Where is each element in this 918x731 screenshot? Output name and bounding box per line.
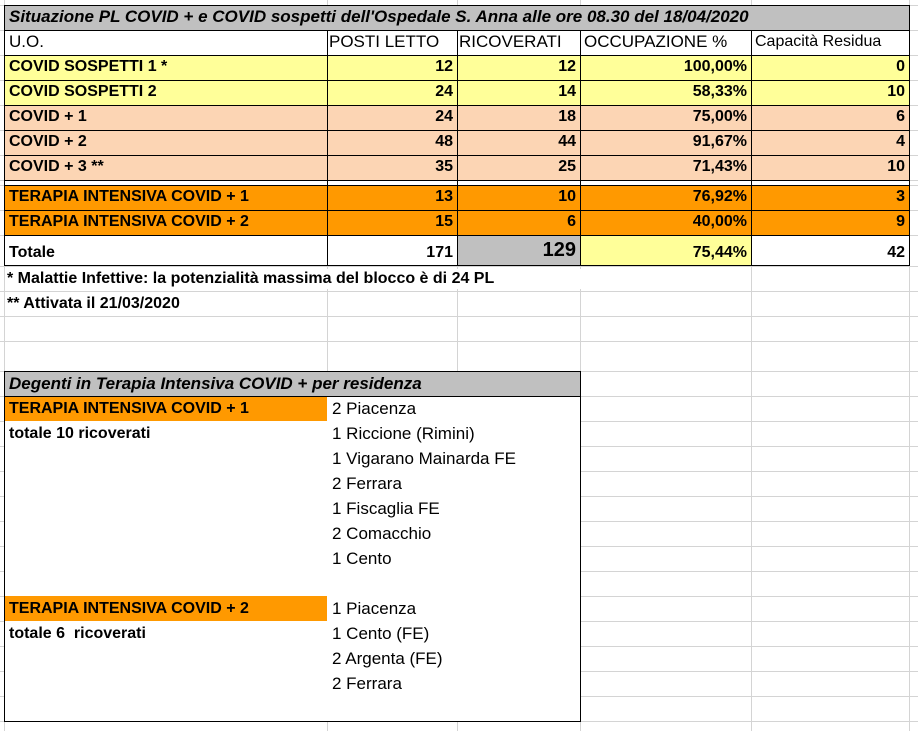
residence-entry: 1 Cento (FE) xyxy=(332,624,430,643)
row-ricoverati: 10 xyxy=(558,188,576,205)
row-capacita: 3 xyxy=(896,188,905,205)
row-uo: TERAPIA INTENSIVA COVID + 2 xyxy=(9,213,249,230)
residence-entry: 1 Fiscaglia FE xyxy=(332,499,440,518)
header-posti-letto: POSTI LETTO xyxy=(329,32,440,51)
residence-entry: 1 Piacenza xyxy=(332,599,417,618)
header-ricoverati: RICOVERATI xyxy=(459,32,562,51)
row-capacita: 9 xyxy=(896,213,905,230)
header-capacita-residua: Capacità Residua xyxy=(755,33,882,50)
residence-entry: 1 Cento xyxy=(332,549,392,568)
residence-entry: 2 Ferrara xyxy=(332,674,402,693)
residence-group-total: totale 10 ricoverati xyxy=(9,425,151,442)
row-capacita: 10 xyxy=(887,158,905,175)
footnote-attivata: ** Attivata il 21/03/2020 xyxy=(5,294,325,314)
row-posti: 12 xyxy=(435,58,453,75)
totals-capacita: 42 xyxy=(887,244,905,261)
row-capacita: 10 xyxy=(887,83,905,100)
row-occupazione: 76,92% xyxy=(692,188,747,205)
row-capacita: 6 xyxy=(896,108,905,125)
residence-group-total: totale 6 ricoverati xyxy=(9,625,146,642)
row-posti: 35 xyxy=(435,158,453,175)
row-ricoverati: 14 xyxy=(558,83,576,100)
row-posti: 24 xyxy=(435,83,453,100)
row-posti: 24 xyxy=(435,108,453,125)
row-uo: COVID SOSPETTI 2 xyxy=(9,83,157,100)
row-occupazione: 71,43% xyxy=(692,158,747,175)
residence-entry: 1 Vigarano Mainarda FE xyxy=(332,449,516,468)
row-capacita: 4 xyxy=(896,133,905,150)
row-ricoverati: 44 xyxy=(558,133,576,150)
totals-ricoverati: 129 xyxy=(542,239,576,261)
residence-table-title: Degenti in Terapia Intensiva COVID + per residenza xyxy=(9,374,422,393)
row-ricoverati: 18 xyxy=(558,108,576,125)
row-occupazione: 40,00% xyxy=(692,213,747,230)
row-ricoverati: 6 xyxy=(567,213,576,230)
totals-occupazione: 75,44% xyxy=(692,244,747,261)
main-table-title: Situazione PL COVID + e COVID sospetti dell'Ospedale S. Anna alle ore 08.30 del 18/04/2020 xyxy=(9,7,749,26)
residence-group-unit: TERAPIA INTENSIVA COVID + 2 xyxy=(9,600,249,617)
row-occupazione: 91,67% xyxy=(692,133,747,150)
row-posti: 15 xyxy=(435,213,453,230)
residence-group-unit: TERAPIA INTENSIVA COVID + 1 xyxy=(9,400,249,417)
residence-entry: 2 Ferrara xyxy=(332,474,402,493)
row-uo: COVID SOSPETTI 1 * xyxy=(9,58,168,75)
row-uo: COVID + 3 ** xyxy=(9,158,104,175)
row-uo: TERAPIA INTENSIVA COVID + 1 xyxy=(9,188,249,205)
residence-entry: 2 Comacchio xyxy=(332,524,432,543)
residence-entry: 1 Riccione (Rimini) xyxy=(332,424,475,443)
row-posti: 13 xyxy=(435,188,453,205)
header-occupazione: OCCUPAZIONE % xyxy=(584,32,728,51)
row-ricoverati: 12 xyxy=(558,58,576,75)
row-occupazione: 75,00% xyxy=(692,108,747,125)
row-ricoverati: 25 xyxy=(558,158,576,175)
totals-posti: 171 xyxy=(426,244,453,261)
residence-entry: 2 Piacenza xyxy=(332,399,417,418)
residence-entry: 2 Argenta (FE) xyxy=(332,649,443,668)
row-occupazione: 100,00% xyxy=(683,58,747,75)
row-uo: COVID + 1 xyxy=(9,108,87,125)
totals-label: Totale xyxy=(9,244,55,261)
header-uo: U.O. xyxy=(9,32,44,51)
row-uo: COVID + 2 xyxy=(9,133,87,150)
row-occupazione: 58,33% xyxy=(692,83,747,100)
row-posti: 48 xyxy=(435,133,453,150)
footnote-malattie-infettive: * Malattie Infettive: la potenzialità massima del blocco è di 24 PL xyxy=(5,269,705,289)
row-capacita: 0 xyxy=(896,58,905,75)
